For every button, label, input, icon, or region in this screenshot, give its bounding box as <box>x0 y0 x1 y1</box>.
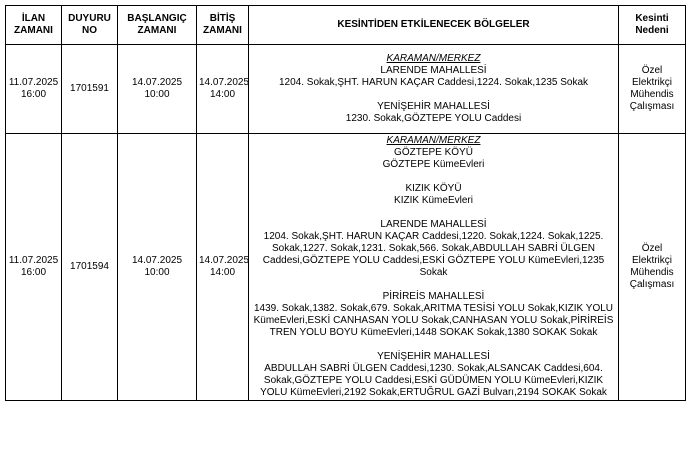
cell-bitis: 14.07.2025 14:00 <box>197 134 249 401</box>
area-name: YENİŞEHİR MAHALLESİ <box>377 101 490 112</box>
cell-bitis: 14.07.2025 14:00 <box>197 45 249 134</box>
area-streets: 1204. Sokak,ŞHT. HARUN KAÇAR Caddesi,1224. Sokak,1235 Sokak <box>278 77 589 88</box>
outage-table <box>5 5 686 401</box>
area-name: YENİŞEHİR MAHALLESİ <box>377 351 490 362</box>
area-block <box>251 101 616 125</box>
region-label: KARAMAN/MERKEZ <box>386 135 481 146</box>
cell-duyuru-no: 1701591 <box>62 45 118 134</box>
area-streets: GÖZTEPE KümeEvleri <box>382 159 485 170</box>
cell-bolgeler <box>249 45 619 134</box>
area-name: PİRİREİS MAHALLESİ <box>382 291 485 302</box>
cell-neden: Özel Elektrikçi Mühendis Çalışması <box>619 45 686 134</box>
cell-ilan-zamani: 11.07.2025 16:00 <box>6 134 62 401</box>
cell-ilan-zamani: 11.07.2025 16:00 <box>6 45 62 134</box>
header-bitis: BİTİŞ ZAMANI <box>197 6 249 45</box>
header-ilan-zamani: İLAN ZAMANI <box>6 6 62 45</box>
outage-table-container <box>5 5 685 401</box>
cell-baslangic: 14.07.2025 10:00 <box>118 134 197 401</box>
area-streets: 1439. Sokak,1382. Sokak,679. Sokak,ARITMA TESİSİ YOLU Sokak,KIZIK YOLU KümeEvleri,ESKİ CANHASAN YOLU Sokak,CANHASAN YOLU Sokak,PİRİREİS TREN YOLU BOYU KümeEvleri,1448 SOKAK Sokak,1380 SOKAK Sokak <box>253 303 614 338</box>
table-row <box>6 134 686 401</box>
header-bolgeler: KESİNTİDEN ETKİLENECEK BÖLGELER <box>249 6 619 45</box>
header-row <box>6 6 686 45</box>
area-block <box>251 183 616 207</box>
header-duyuru-no: DUYURU NO <box>62 6 118 45</box>
region-label: KARAMAN/MERKEZ <box>386 53 481 64</box>
cell-baslangic: 14.07.2025 10:00 <box>118 45 197 134</box>
area-name: LARENDE MAHALLESİ <box>380 65 487 76</box>
area-block <box>251 291 616 339</box>
area-name: LARENDE MAHALLESİ <box>380 219 487 230</box>
cell-bolgeler <box>249 134 619 401</box>
area-block <box>251 65 616 89</box>
cell-duyuru-no: 1701594 <box>62 134 118 401</box>
cell-neden: Özel Elektrikçi Mühendis Çalışması <box>619 134 686 401</box>
area-block <box>251 219 616 279</box>
area-streets: ABDULLAH SABRİ ÜLGEN Caddesi,1230. Sokak,ALSANCAK Caddesi,604. Sokak,GÖZTEPE YOLU Caddesi,ESKİ GÜDÜMEN YOLU KümeEvleri,KIZIK YOLU KümeEvleri,2192 Sokak,ERTUĞRUL GAZİ Bulvarı,2194 SOKAK Sokak <box>260 363 607 398</box>
header-baslangic: BAŞLANGIÇ ZAMANI <box>118 6 197 45</box>
header-neden: Kesinti Nedeni <box>619 6 686 45</box>
area-streets: KIZIK KümeEvleri <box>394 195 473 206</box>
area-block <box>251 147 616 171</box>
area-block <box>251 351 616 399</box>
area-name: KIZIK KÖYÜ <box>405 183 462 194</box>
area-streets: 1230. Sokak,GÖZTEPE YOLU Caddesi <box>345 113 522 124</box>
area-streets: 1204. Sokak,ŞHT. HARUN KAÇAR Caddesi,1220. Sokak,1224. Sokak,1225. Sokak,1227. Sokak,1231. Sokak,566. Sokak,ABDULLAH SABRİ ÜLGEN Caddesi,GÖZTEPE YOLU Caddesi,ESKİ GÖZTEPE YOLU KümeEvleri,1235 Sokak <box>262 231 605 278</box>
table-row <box>6 45 686 134</box>
area-name: GÖZTEPE KÖYÜ <box>394 147 473 158</box>
